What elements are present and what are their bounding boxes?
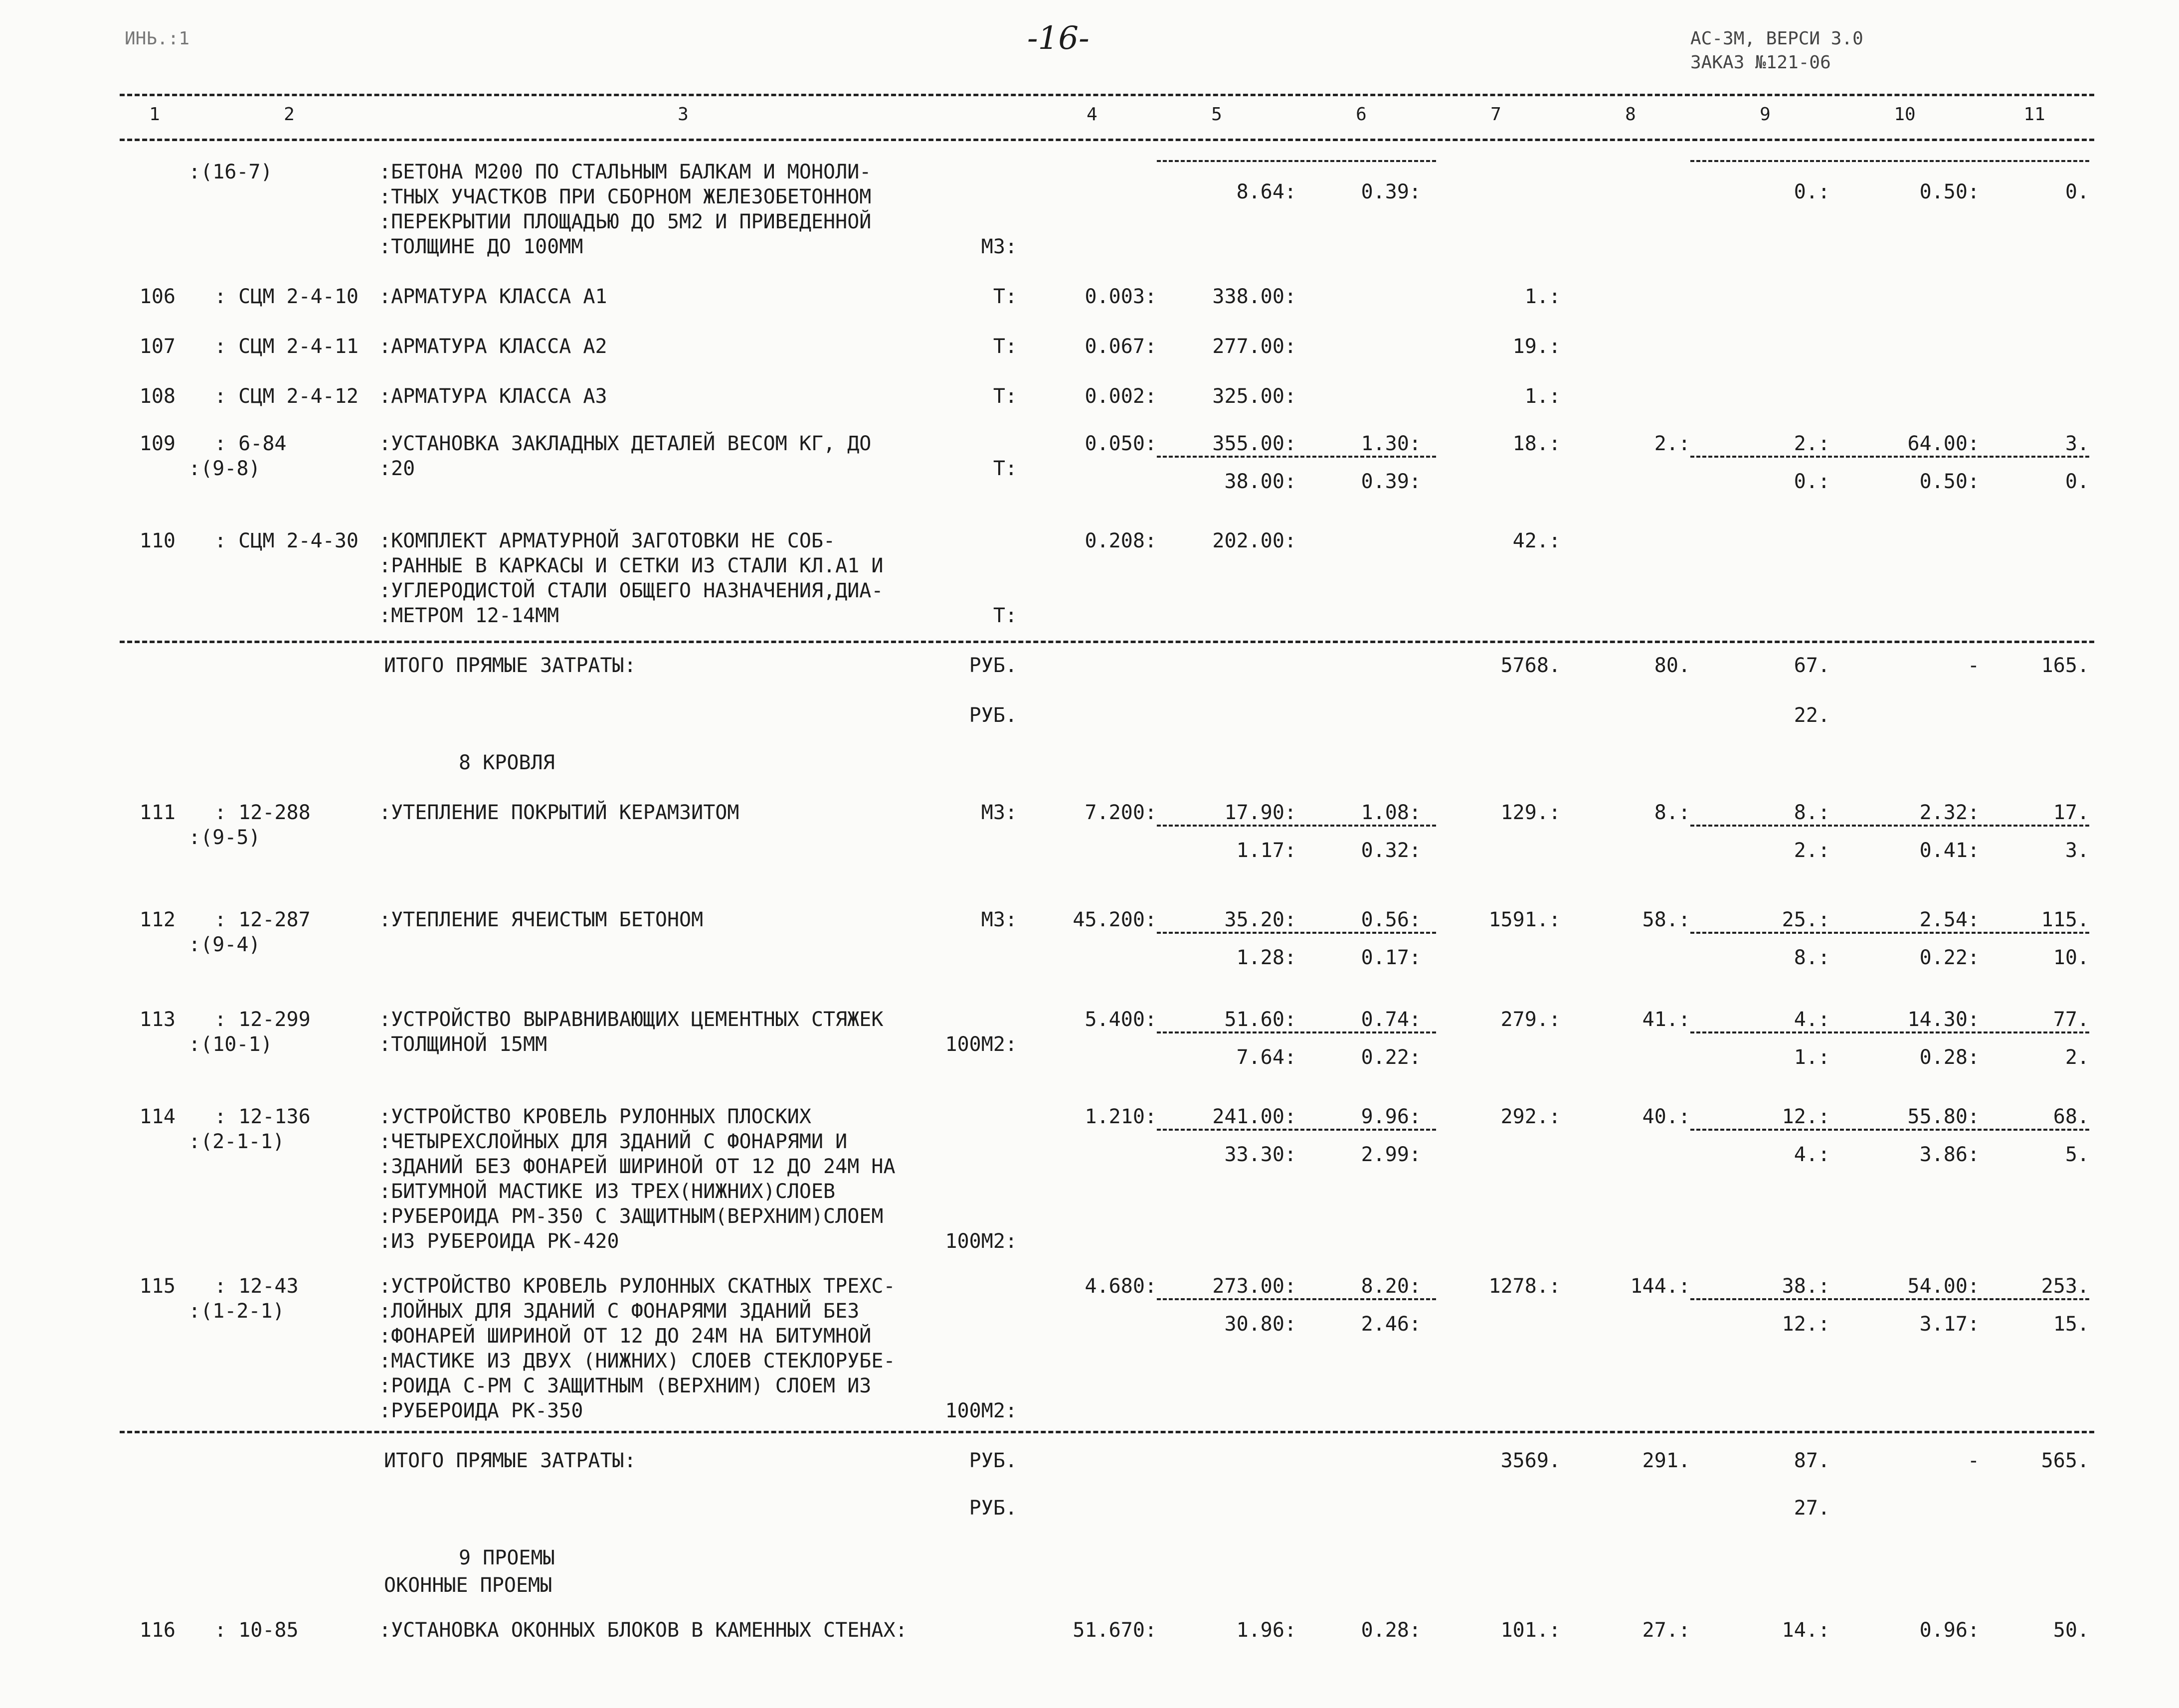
row-108-desc-line: :АРМАТУРА КЛАССА А3 (379, 385, 607, 408)
row-115-c9: 38.: (1782, 1275, 1830, 1298)
row-116-number: 116 (139, 1619, 176, 1642)
row-109-c5: 355.00: (1212, 432, 1296, 455)
total-1-unit: РУБ. (969, 654, 1017, 677)
row-114-subdash-1 (1690, 1129, 2089, 1131)
row-116-desc: :УСТАНОВКА ОКОННЫХ БЛОКОВ В КАМЕННЫХ СТЕНАХ: (379, 1619, 908, 1642)
row-114-c6: 9.96: (1361, 1105, 1421, 1128)
row-108-unit: Т: (993, 385, 1017, 408)
row-106-desc-line: :АРМАТУРА КЛАССА А1 (379, 285, 607, 308)
row-115-c8: 144.: (1630, 1275, 1690, 1298)
row-113-subdash-0 (1157, 1031, 1436, 1033)
section-9-title: 9 ПРОЕМЫ (459, 1546, 555, 1569)
row-110-desc-line: :УГЛЕРОДИСТОЙ СТАЛИ ОБЩЕГО НАЗНАЧЕНИЯ,ДИА- (379, 579, 884, 602)
total-1-c11: 165. (2041, 654, 2089, 677)
row-111-c8: 8.: (1654, 801, 1690, 824)
section-8-title: 8 КРОВЛЯ (459, 751, 555, 774)
total-2-c11: 565. (2041, 1449, 2089, 1472)
total-2-unit: РУБ. (969, 1449, 1017, 1472)
total-2-c9b: 27. (1794, 1497, 1830, 1520)
row-115-s11: 15. (2053, 1313, 2089, 1336)
row-111-c11: 17. (2053, 801, 2089, 824)
row-111-s9: 2.: (1794, 839, 1830, 862)
total-2-c9: 87. (1794, 1449, 1830, 1472)
row-114-c7: 292.: (1500, 1105, 1561, 1128)
rule-total-2 (120, 1431, 2094, 1433)
total-1-c10: - (1967, 654, 1980, 677)
row-cont-desc-line: :ТОЛЩИНЕ ДО 100ММ (379, 235, 583, 258)
row-115-desc-line: :РОИДА С-РМ С ЗАЩИТНЫМ (ВЕРХНИМ) СЛОЕМ ИЗ (379, 1374, 872, 1397)
row-106-c7: 1.: (1524, 285, 1561, 308)
row-110-code: : СЦМ 2-4-30 (214, 529, 359, 552)
row-109-subdash-1 (1690, 456, 2089, 458)
row-106-code: : СЦМ 2-4-10 (214, 285, 359, 308)
row-109-c8: 2.: (1654, 432, 1690, 455)
row-112-s5: 1.28: (1236, 946, 1296, 969)
row-109-c4: 0.050: (1085, 432, 1157, 455)
row-112-c10: 2.54: (1919, 908, 1980, 931)
row-114-desc-line: :УСТРОЙСТВО КРОВЕЛЬ РУЛОННЫХ ПЛОСКИХ (379, 1105, 811, 1128)
row-114-desc-line: :ИЗ РУБЕРОИДА РК-420 (379, 1230, 619, 1253)
rule-total-1 (120, 641, 2094, 643)
row-113-unit: 100М2: (945, 1033, 1017, 1056)
row-110-desc-line: :РАННЫЕ В КАРКАСЫ И СЕТКИ ИЗ СТАЛИ КЛ.А1 И (379, 554, 884, 577)
row-111-c4: 7.200: (1085, 801, 1157, 824)
row-cont-desc-line: :БЕТОНА М200 ПО СТАЛЬНЫМ БАЛКАМ И МОНОЛИ- (379, 161, 872, 183)
row-114-c9: 12.: (1782, 1105, 1830, 1128)
row-115-desc-line: :УСТРОЙСТВО КРОВЕЛЬ РУЛОННЫХ СКАТНЫХ ТРЕХС- (379, 1275, 896, 1298)
row-112-c5: 35.20: (1224, 908, 1296, 931)
row-114-s6: 2.99: (1361, 1143, 1421, 1166)
row-110-unit: Т: (993, 604, 1017, 627)
row-111-subdash-0 (1157, 825, 1436, 827)
row-115-unit: 100М2: (945, 1399, 1017, 1422)
row-112-subdash-1 (1690, 932, 2089, 934)
row-113-s6: 0.22: (1361, 1046, 1421, 1069)
row-111-unit: М3: (981, 801, 1017, 824)
row-114-c4: 1.210: (1085, 1105, 1157, 1128)
row-112-s11: 10. (2053, 946, 2089, 969)
row-114-code2: :(2-1-1) (188, 1130, 285, 1153)
row-112-s10: 0.22: (1919, 946, 1980, 969)
row-112-c11: 115. (2041, 908, 2089, 931)
row-113-c10: 14.30: (1907, 1008, 1980, 1031)
row-111-c7: 129.: (1500, 801, 1561, 824)
row-cont-s10: 0.50: (1919, 180, 1980, 203)
row-110-c7: 42.: (1512, 529, 1561, 552)
row-114-s5: 33.30: (1224, 1143, 1296, 1166)
row-114-desc-line: :ЗДАНИЙ БЕЗ ФОНАРЕЙ ШИРИНОЙ ОТ 12 ДО 24М НА (379, 1155, 896, 1178)
row-108-number: 108 (139, 385, 176, 408)
column-number-6: 6 (1356, 104, 1367, 125)
total-1-c9b: 22. (1794, 704, 1830, 727)
row-109-code2: :(9-8) (188, 457, 261, 480)
row-115-c6: 8.20: (1361, 1275, 1421, 1298)
row-110-desc-line: :МЕТРОМ 12-14ММ (379, 604, 559, 627)
row-109-c6: 1.30: (1361, 432, 1421, 455)
row-113-c4: 5.400: (1085, 1008, 1157, 1031)
row-115-number: 115 (139, 1275, 176, 1298)
row-cont-s6: 0.39: (1361, 180, 1421, 203)
row-107-c4: 0.067: (1085, 335, 1157, 358)
column-number-1: 1 (149, 104, 160, 125)
row-113-subdash-1 (1690, 1031, 2089, 1033)
row-111-desc-line: :УТЕПЛЕНИЕ ПОКРЫТИЙ КЕРАМЗИТОМ (379, 801, 739, 824)
row-113-s10: 0.28: (1919, 1046, 1980, 1069)
row-114-unit: 100М2: (945, 1230, 1017, 1253)
row-109-c9: 2.: (1794, 432, 1830, 455)
row-114-desc-line: :РУБЕРОИДА РМ-350 С ЗАЩИТНЫМ(ВЕРХНИМ)СЛОЕМ (379, 1205, 884, 1228)
row-113-c7: 279.: (1500, 1008, 1561, 1031)
row-cont-subdash-1 (1690, 160, 2089, 162)
row-112-c8: 58.: (1642, 908, 1690, 931)
row-114-s10: 3.86: (1919, 1143, 1980, 1166)
row-111-s11: 3. (2065, 839, 2089, 862)
column-number-5: 5 (1211, 104, 1222, 125)
row-112-c6: 0.56: (1361, 908, 1421, 931)
row-114-c5: 241.00: (1212, 1105, 1296, 1128)
row-113-c5: 51.60: (1224, 1008, 1296, 1031)
row-116-c10: 0.96: (1919, 1619, 1980, 1642)
row-112-code: : 12-287 (214, 908, 311, 931)
row-111-c6: 1.08: (1361, 801, 1421, 824)
row-110-desc-line: :КОМПЛЕКТ АРМАТУРНОЙ ЗАГОТОВКИ НЕ СОБ- (379, 529, 836, 552)
row-113-number: 113 (139, 1008, 176, 1031)
row-cont-s5: 8.64: (1236, 180, 1296, 203)
row-116-c7: 101.: (1500, 1619, 1561, 1642)
row-112-unit: М3: (981, 908, 1017, 931)
row-111-code2: :(9-5) (188, 826, 261, 849)
row-109-c7: 18.: (1512, 432, 1561, 455)
row-115-c7: 1278.: (1488, 1275, 1561, 1298)
total-2-c10: - (1967, 1449, 1980, 1472)
row-cont-desc-line: :ПЕРЕКРЫТИИ ПЛОЩАДЬЮ ДО 5М2 И ПРИВЕДЕННОЙ (379, 210, 872, 233)
row-112-desc-line: :УТЕПЛЕНИЕ ЯЧЕИСТЫМ БЕТОНОМ (379, 908, 704, 931)
total-2-unit2: РУБ. (969, 1497, 1017, 1520)
column-number-4: 4 (1087, 104, 1097, 125)
column-number-8: 8 (1625, 104, 1636, 125)
row-cont-desc-line: :ТНЫХ УЧАСТКОВ ПРИ СБОРНОМ ЖЕЛЕЗОБЕТОННОМ (379, 185, 872, 208)
row-108-c5: 325.00: (1212, 385, 1296, 408)
row-115-c10: 54.00: (1907, 1275, 1980, 1298)
row-109-c10: 64.00: (1907, 432, 1980, 455)
rule-top (120, 94, 2094, 96)
row-110-c4: 0.208: (1085, 529, 1157, 552)
row-114-s9: 4.: (1794, 1143, 1830, 1166)
row-112-number: 112 (139, 908, 176, 931)
row-112-c4: 45.200: (1073, 908, 1157, 931)
row-111-code: : 12-288 (214, 801, 311, 824)
total-1-unit2: РУБ. (969, 704, 1017, 727)
row-107-c5: 277.00: (1212, 335, 1296, 358)
row-113-c6: 0.74: (1361, 1008, 1421, 1031)
total-1-c7: 5768. (1500, 654, 1561, 677)
row-115-desc-line: :МАСТИКЕ ИЗ ДВУХ (НИЖНИХ) СЛОЕВ СТЕКЛОРУБЕ- (379, 1350, 896, 1372)
row-116-c9: 14.: (1782, 1619, 1830, 1642)
total-2-label: ИТОГО ПРЯМЫЕ ЗАТРАТЫ: (384, 1449, 636, 1472)
row-116-c8: 27.: (1642, 1619, 1690, 1642)
row-109-c11: 3. (2065, 432, 2089, 455)
row-113-s5: 7.64: (1236, 1046, 1296, 1069)
row-112-s9: 8.: (1794, 946, 1830, 969)
row-108-c7: 1.: (1524, 385, 1561, 408)
row-109-code: : 6-84 (214, 432, 287, 455)
row-112-c7: 1591.: (1488, 908, 1561, 931)
row-109-unit: Т: (993, 457, 1017, 480)
row-115-code2: :(1-2-1) (188, 1300, 285, 1323)
row-115-s6: 2.46: (1361, 1313, 1421, 1336)
row-114-c8: 40.: (1642, 1105, 1690, 1128)
header-order: ЗАКАЗ №121-06 (1690, 52, 1831, 73)
row-cont-s11: 0. (2065, 180, 2089, 203)
column-number-7: 7 (1490, 104, 1501, 125)
row-115-c4: 4.680: (1085, 1275, 1157, 1298)
row-113-c8: 41.: (1642, 1008, 1690, 1031)
row-106-c4: 0.003: (1085, 285, 1157, 308)
row-115-subdash-0 (1157, 1298, 1436, 1300)
row-111-number: 111 (139, 801, 176, 824)
row-106-c5: 338.00: (1212, 285, 1296, 308)
total-1-c8: 80. (1654, 654, 1690, 677)
row-109-s10: 0.50: (1919, 470, 1980, 493)
row-112-code2: :(9-4) (188, 933, 261, 956)
row-107-desc-line: :АРМАТУРА КЛАССА А2 (379, 335, 607, 358)
row-111-s6: 0.32: (1361, 839, 1421, 862)
row-114-c10: 55.80: (1907, 1105, 1980, 1128)
row-113-c11: 77. (2053, 1008, 2089, 1031)
row-116-code: : 10-85 (214, 1619, 299, 1642)
row-109-s11: 0. (2065, 470, 2089, 493)
column-number-11: 11 (2023, 104, 2045, 125)
row-113-c9: 4.: (1794, 1008, 1830, 1031)
row-116-c11: 50. (2053, 1619, 2089, 1642)
row-115-s10: 3.17: (1919, 1313, 1980, 1336)
row-107-unit: Т: (993, 335, 1017, 358)
row-111-c9: 8.: (1794, 801, 1830, 824)
column-number-9: 9 (1760, 104, 1771, 125)
row-114-subdash-0 (1157, 1129, 1436, 1131)
row-113-desc-line: :УСТРОЙСТВО ВЫРАВНИВАЮЩИХ ЦЕМЕНТНЫХ СТЯЖЕК (379, 1008, 884, 1031)
row-106-unit: Т: (993, 285, 1017, 308)
row-111-c5: 17.90: (1224, 801, 1296, 824)
row-111-s10: 0.41: (1919, 839, 1980, 862)
total-2-c7: 3569. (1500, 1449, 1561, 1472)
row-114-c11: 68. (2053, 1105, 2089, 1128)
row-114-code: : 12-136 (214, 1105, 311, 1128)
page-number: -16- (1027, 20, 1090, 57)
row-115-c11: 253. (2041, 1275, 2089, 1298)
row-115-s9: 12.: (1782, 1313, 1830, 1336)
row-116-c6: 0.28: (1361, 1619, 1421, 1642)
row-114-number: 114 (139, 1105, 176, 1128)
row-109-subdash-0 (1157, 456, 1436, 458)
row-114-desc-line: :БИТУМНОЙ МАСТИКЕ ИЗ ТРЕХ(НИЖНИХ)СЛОЕВ (379, 1180, 836, 1203)
column-number-2: 2 (284, 104, 295, 125)
row-107-c7: 19.: (1512, 335, 1561, 358)
row-113-s9: 1.: (1794, 1046, 1830, 1069)
row-108-code: : СЦМ 2-4-12 (214, 385, 359, 408)
row-111-subdash-1 (1690, 825, 2089, 827)
row-113-code2: :(10-1) (188, 1033, 273, 1056)
row-113-s11: 2. (2065, 1046, 2089, 1069)
row-107-code: : СЦМ 2-4-11 (214, 335, 359, 358)
row-115-c5: 273.00: (1212, 1275, 1296, 1298)
row-116-c5: 1.96: (1236, 1619, 1296, 1642)
row-109-desc-line: :УСТАНОВКА ЗАКЛАДНЫХ ДЕТАЛЕЙ ВЕСОМ КГ, ДО (379, 432, 872, 455)
row-115-s5: 30.80: (1224, 1313, 1296, 1336)
row-106-number: 106 (139, 285, 176, 308)
column-number-3: 3 (678, 104, 689, 125)
row-115-subdash-1 (1690, 1298, 2089, 1300)
row-cont-code: :(16-7) (188, 161, 273, 183)
row-115-desc-line: :ФОНАРЕЙ ШИРИНОЙ ОТ 12 ДО 24М НА БИТУМНОЙ (379, 1325, 872, 1348)
row-115-code: : 12-43 (214, 1275, 299, 1298)
row-109-s5: 38.00: (1224, 470, 1296, 493)
row-108-c4: 0.002: (1085, 385, 1157, 408)
row-112-subdash-0 (1157, 932, 1436, 934)
row-113-desc-line: :ТОЛЩИНОЙ 15ММ (379, 1033, 547, 1056)
row-116-c4: 51.670: (1073, 1619, 1157, 1642)
row-112-c9: 25.: (1782, 908, 1830, 931)
section-9-subtitle: ОКОННЫЕ ПРОЕМЫ (384, 1574, 552, 1597)
row-107-number: 107 (139, 335, 176, 358)
row-109-s9: 0.: (1794, 470, 1830, 493)
row-115-desc-line: :РУБЕРОИДА РК-350 (379, 1399, 583, 1422)
row-114-s11: 5. (2065, 1143, 2089, 1166)
row-109-desc-line: :20 (379, 457, 415, 480)
row-112-s6: 0.17: (1361, 946, 1421, 969)
row-109-s6: 0.39: (1361, 470, 1421, 493)
row-111-c10: 2.32: (1919, 801, 1980, 824)
header-version: АС-3М, ВЕРСИ 3.0 (1690, 28, 1863, 49)
rule-header-bottom (120, 139, 2094, 141)
column-number-10: 10 (1894, 104, 1916, 125)
row-111-s5: 1.17: (1236, 839, 1296, 862)
row-110-c5: 202.00: (1212, 529, 1296, 552)
row-113-code: : 12-299 (214, 1008, 311, 1031)
header-left-code: ИНЬ.:1 (125, 28, 190, 49)
row-109-number: 109 (139, 432, 176, 455)
row-cont-unit: М3: (981, 235, 1017, 258)
total-1-label: ИТОГО ПРЯМЫЕ ЗАТРАТЫ: (384, 654, 636, 677)
row-cont-s9: 0.: (1794, 180, 1830, 203)
row-110-number: 110 (139, 529, 176, 552)
total-2-c8: 291. (1642, 1449, 1690, 1472)
total-1-c9: 67. (1794, 654, 1830, 677)
row-cont-subdash-0 (1157, 160, 1436, 162)
row-115-desc-line: :ЛОЙНЫХ ДЛЯ ЗДАНИЙ С ФОНАРЯМИ ЗДАНИЙ БЕЗ (379, 1300, 860, 1323)
row-114-desc-line: :ЧЕТЫРЕХСЛОЙНЫХ ДЛЯ ЗДАНИЙ С ФОНАРЯМИ И (379, 1130, 848, 1153)
